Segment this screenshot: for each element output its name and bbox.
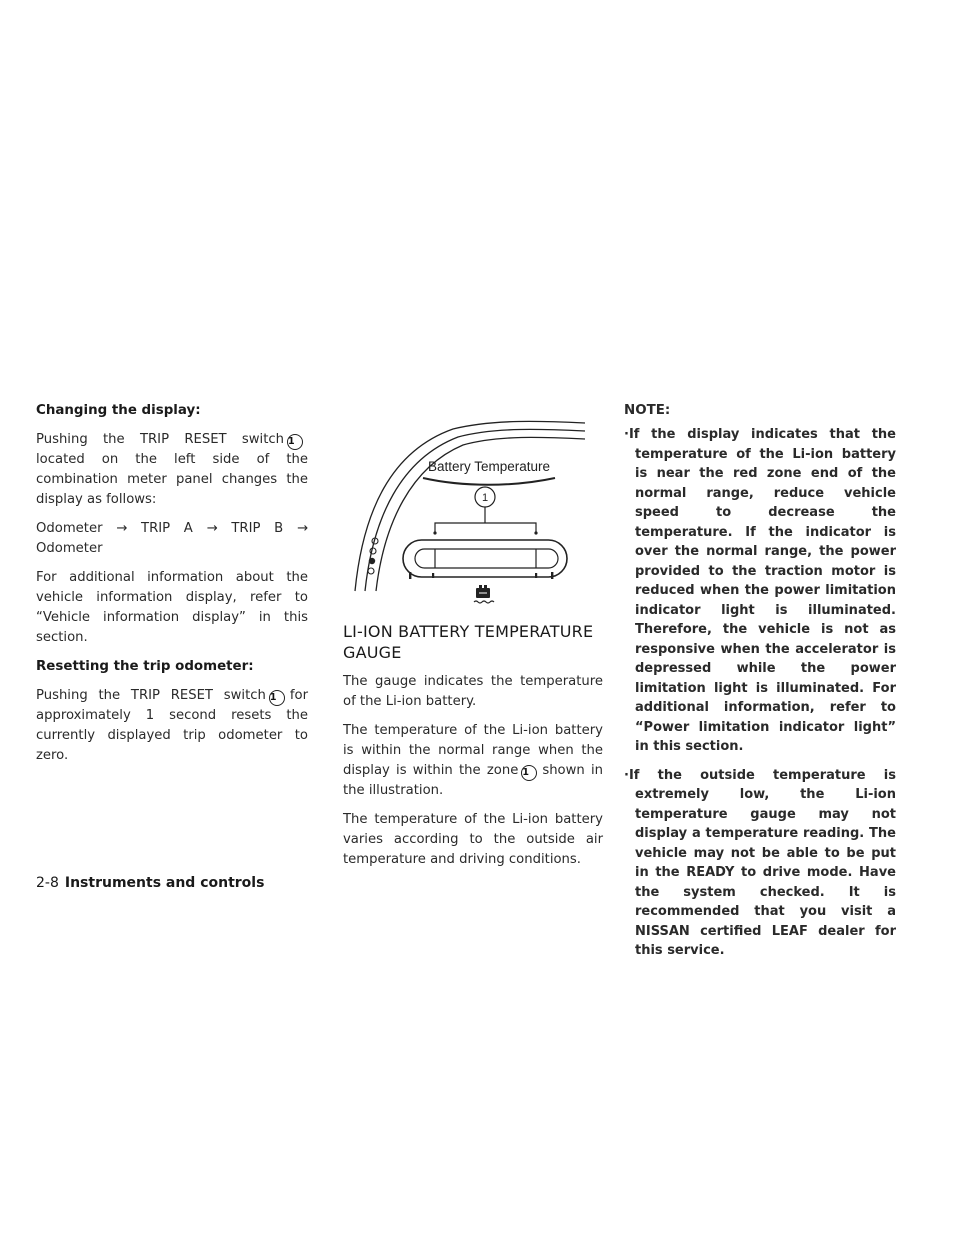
column-1 (36, 401, 308, 775)
battery-temperature-icon (474, 585, 494, 603)
paragraph-normal-range: The temperature of the Li-ion battery is within the normal range when the display is within the zone 1 shown in the illustration. (343, 723, 604, 798)
paragraph-display-sequence: Odometer → TRIP A → TRIP B → Odometer (36, 521, 308, 556)
paragraph-changing-display: Pushing the TRIP RESET switch 1located on the left side of the combination meter panel changes the display as follows: (36, 432, 308, 507)
section-title: LI-ION BATTERY TEMPERATURE GAUGE (343, 622, 594, 662)
paragraph-gauge-indicates: The gauge indicates the temperature of the Li-ion battery. (343, 674, 603, 709)
section-name: Instruments and controls (64, 875, 265, 891)
paragraph-additional-info: For additional information about the vehicle information display, refer to “Vehicle information display” in this section. (36, 570, 308, 645)
note-bullet: ·If the outside temperature is extremely low, the Li-ion temperature gauge may not display a temperature reading. The vehicle may not be able to be put in the READY to drive mode. Have the system checked. It is recommended that you visit a NISSAN certified LEAF dealer for this service. (624, 767, 896, 958)
callout-1-icon: 1 (287, 434, 303, 450)
note-bullet: ·If the display indicates that the temperature of the Li-ion battery is near the red zone end of the normal range, reduce vehicle speed to decrease the temperature. If the indicator is over the normal range, the power provided to the traction motor is reduced when the power limitation indicator light is illuminated. Therefore, the vehicle is not as responsive when the accelerator is depressed while the power limitation light is illuminated. For additional information, refer to “Power limitation indicator light” in this section. (624, 427, 896, 754)
paragraph-temperature-varies: The temperature of the Li-ion battery varies according to the outside air temperature and driving conditions. (343, 812, 603, 867)
note-title: NOTE: (624, 403, 671, 418)
page-number: 2-8 (36, 875, 59, 891)
figure-callout-number: 1 (481, 492, 489, 504)
paragraph-resetting-trip: Pushing the TRIP RESET switch 1 for approximately 1 second resets the currently displayed trip odometer to zero. (36, 688, 308, 763)
column-3 (624, 401, 896, 970)
page-footer (36, 875, 264, 891)
figure-label: Battery Temperature (427, 459, 551, 474)
battery-temperature-illustration (343, 401, 603, 611)
heading-changing-display: Changing the display: (36, 403, 201, 418)
heading-resetting-trip: Resetting the trip odometer: (36, 659, 254, 674)
column-2 (343, 621, 603, 879)
callout-1-icon: 1 (269, 690, 285, 706)
callout-1-icon: 1 (521, 765, 537, 781)
